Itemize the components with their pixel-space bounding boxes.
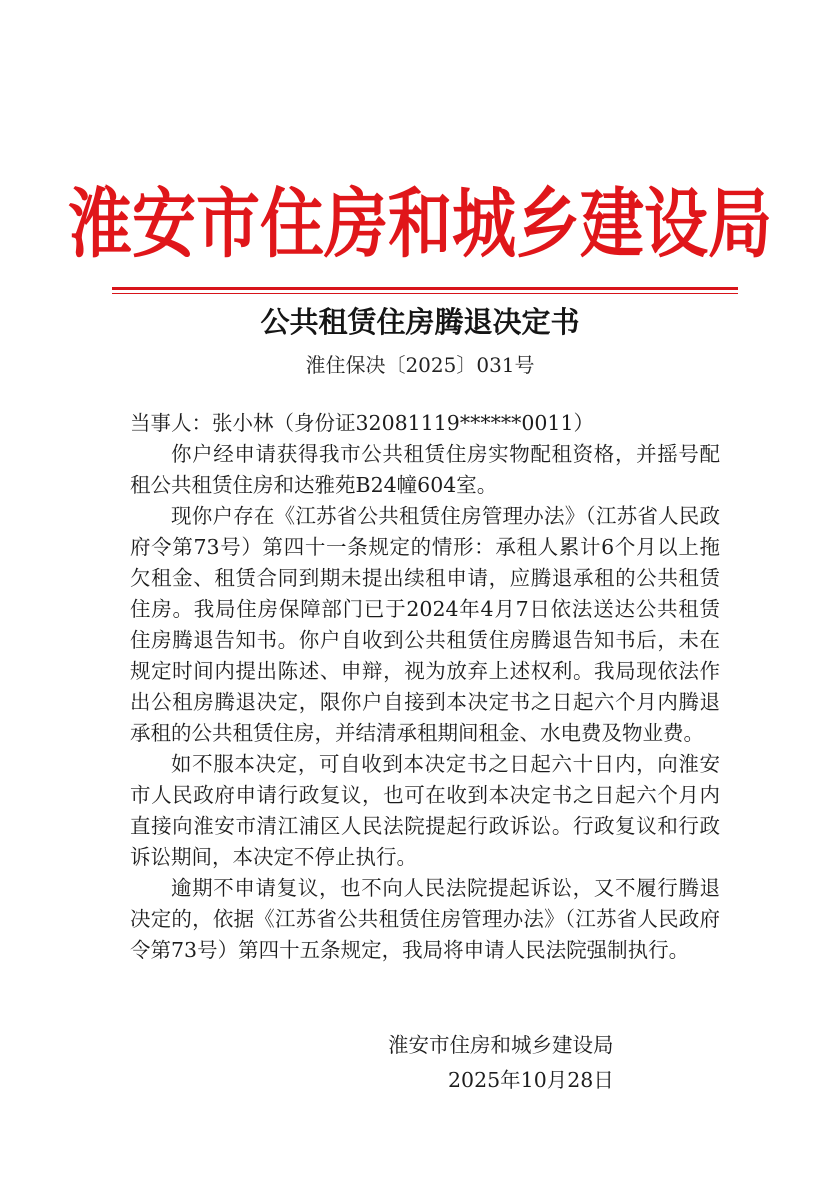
party-line: 当事人：张小林（身份证32081119******0011）: [130, 411, 595, 435]
letterhead-rule-thin: [112, 293, 738, 294]
letterhead-rule-thick: [112, 287, 738, 290]
document-body: [130, 408, 720, 966]
paragraph-2: 现你户存在《江苏省公共租赁住房管理办法》（江苏省人民政府令第73号）第四十一条规定的情形：承租人累计6个月以上拖欠租金、租赁合同到期未提出续租申请，应腾退承租的公共租赁住房。我局住房保障部门已于2024年4月7日依法送达公共租赁住房腾退告知书。你户自收到公共租赁住房腾退告知书后，未在规定时间内提出陈述、申辩，视为放弃上述权利。我局现依法作出公租房腾退决定，限你户自接到本决定书之日起六个月内腾退承租的公共租赁住房，并结清承租期间租金、水电费及物业费。: [130, 504, 720, 745]
signature-org: 淮安市住房和城乡建设局: [388, 1033, 614, 1057]
letterhead-title: 淮安市住房和城乡建设局: [68, 181, 772, 269]
paragraph-4: 逾期不申请复议，也不向人民法院提起诉讼，又不履行腾退决定的，依据《江苏省公共租赁住房管理办法》（江苏省人民政府令第73号）第四十五条规定，我局将申请人民法院强制执行。: [130, 876, 720, 962]
document-title: 公共租赁住房腾退决定书: [260, 305, 580, 339]
signature-block: [380, 1030, 680, 1096]
signature-date: 2025年10月28日: [448, 1068, 614, 1092]
paragraph-1: 你户经申请获得我市公共租赁住房实物配租资格，并摇号配租公共租赁住房和达雅苑B24幢604室。: [130, 442, 720, 497]
document-number: 淮住保决〔2025〕031号: [305, 353, 535, 377]
paragraph-3: 如不服本决定，可自收到本决定书之日起六十日内，向淮安市人民政府申请行政复议，也可在收到本决定书之日起六个月内直接向淮安市清江浦区人民法院提起行政诉讼。行政复议和行政诉讼期间，本决定不停止执行。: [130, 752, 720, 869]
